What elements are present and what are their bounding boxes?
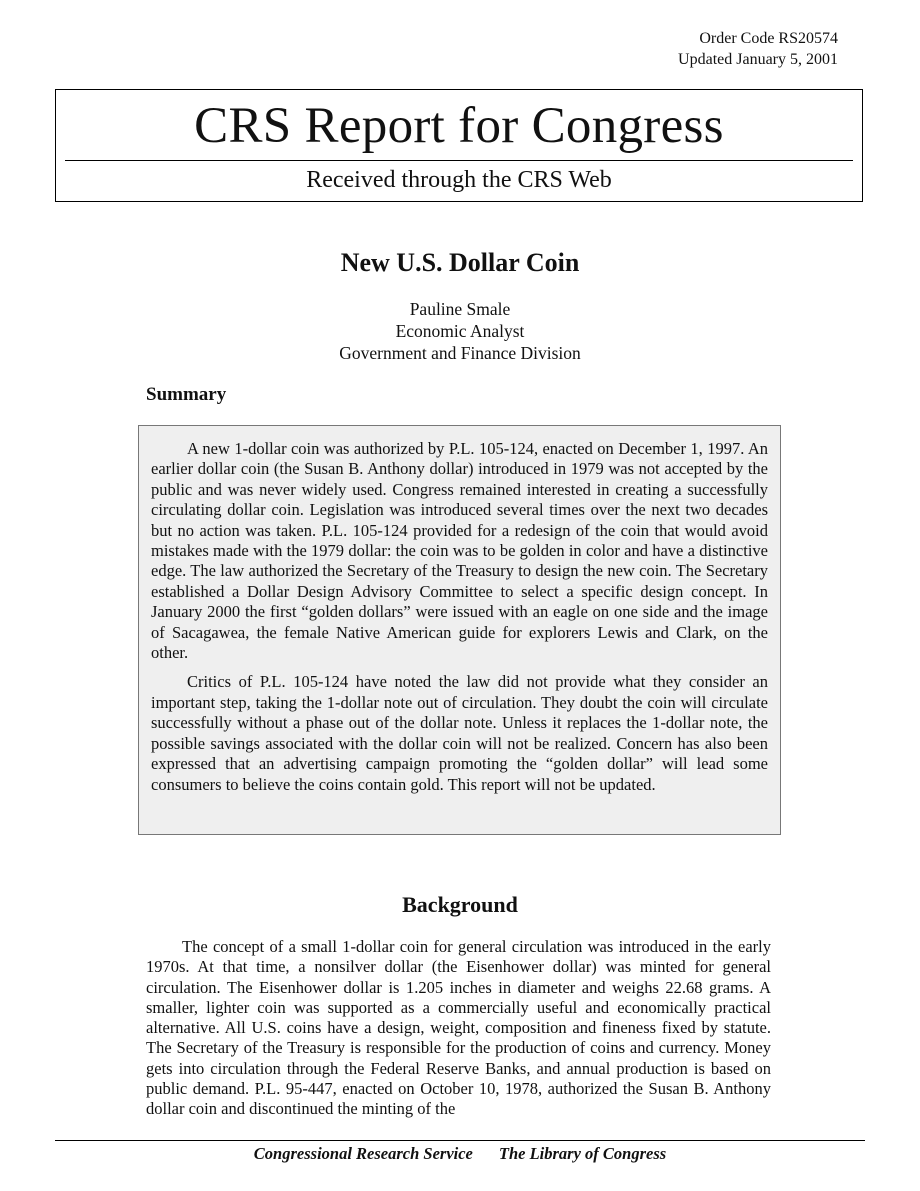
author-block — [0, 298, 920, 364]
masthead — [55, 89, 863, 202]
background-section — [146, 937, 771, 1120]
author-title: Economic Analyst — [395, 321, 525, 341]
footer-rule — [55, 1140, 865, 1141]
background-heading: Background — [402, 892, 518, 917]
author-name: Pauline Smale — [409, 299, 511, 319]
masthead-title: CRS Report for Congress — [194, 98, 724, 154]
footer-crs: Congressional Research Service — [253, 1144, 473, 1163]
order-code: Order Code RS20574 — [699, 30, 838, 47]
footer — [0, 1144, 920, 1164]
summary-heading: Summary — [146, 384, 227, 405]
order-info — [678, 28, 838, 70]
document-title: New U.S. Dollar Coin — [340, 248, 580, 277]
background-paragraph: The concept of a small 1-dollar coin for general circulation was introduced in the early 1970s. At that time, a nonsilver dollar (the Eisenhower dollar) was minted for general circulation. The Eisenhower dollar is 1.205 inches in diameter and weighs 22.68 grams. A smaller, lighter coin was supported as a commercially useful and economically practical alternative. All U.S. coins have a design, weight, composition and fineness fixed by statute. The Secretary of the Treasury is responsible for the production of coins and currency. Money gets into circulation through the Federal Reserve Banks, and annual production is based on public demand. P.L. 95-447, enacted on October 10, 1978, authorized the Susan B. Anthony dollar coin and discontinued the minting of the — [146, 937, 771, 1119]
summary-paragraph-2: Critics of P.L. 105-124 have noted the law did not provide what they consider an important step, taking the 1-dollar note out of circulation. They doubt the coin will circulate successfully without a phase out of the dollar note. Unless it replaces the 1-dollar note, the possible savings associated with the dollar coin will not be realized. Concern has also been expressed that an advertising campaign promoting the “golden dollar” will lead some consumers to believe the coins contain gold. This report will not be updated. — [151, 672, 768, 794]
summary-box — [138, 425, 781, 835]
updated-date: Updated January 5, 2001 — [678, 51, 838, 68]
footer-library: The Library of Congress — [498, 1144, 667, 1163]
masthead-rule — [65, 160, 853, 161]
masthead-subtitle: Received through the CRS Web — [306, 167, 612, 193]
author-division: Government and Finance Division — [339, 343, 581, 363]
summary-paragraph-1: A new 1-dollar coin was authorized by P.L. 105-124, enacted on December 1, 1997. An earlier dollar coin (the Susan B. Anthony dollar) introduced in 1979 was not accepted by the public and was never widely used. Congress remained interested in creating a successfully circulating dollar coin. Legislation was introduced several times over the next two decades but no action was taken. P.L. 105-124 provided for a redesign of the coin that would avoid mistakes made with the 1979 dollar: the coin was to be golden in color and have a distinctive edge. The law authorized the Secretary of the Treasury to design the new coin. The Secretary established a Dollar Design Advisory Committee to select a specific design concept. In January 2000 the first “golden dollars” were issued with an eagle on one side and the image of Sacagawea, the female Native American guide for explorers Lewis and Clark, on the other. — [151, 439, 768, 663]
